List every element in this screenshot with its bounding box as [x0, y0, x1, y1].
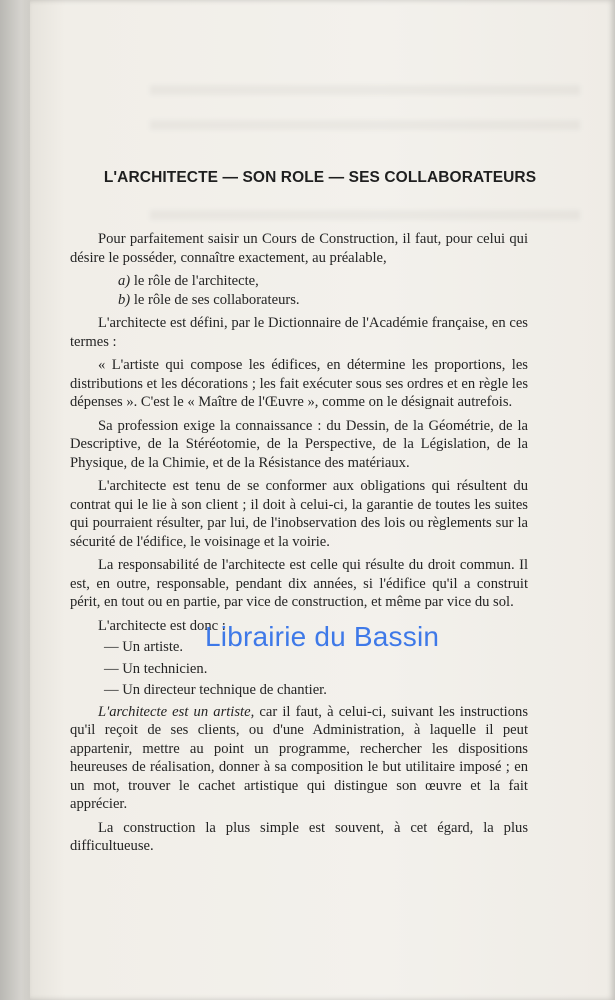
paragraph: L'architecte est défini, par le Dictionnaire de l'Académie française, en ces termes : [70, 315, 528, 350]
dash-item: — Un artiste. [104, 639, 184, 655]
list-item-b [70, 291, 528, 310]
show-through-text [150, 85, 580, 95]
paragraph-rest: car il faut, à celui-ci, suivant les instructions qu'il reçoit de ses clients, ou d'une Administration, à laquelle il peut appartenir, mettre au point un programme, rechercher les dispositions heureuses de réalisation, donner à sa composition le but utilitaire imposé ; en un mot, trouver le cachet artistique qui distingue son œuvre et la fait apprécier. [70, 703, 528, 812]
paragraph [70, 703, 528, 814]
seller-watermark: Librairie du Bassin [205, 621, 440, 652]
book-spine-shadow [0, 0, 30, 1000]
page-body-text [70, 230, 528, 861]
page-heading: L'ARCHITECTE — SON ROLE — SES COLLABORATEURS [103, 169, 537, 186]
show-through-text [150, 120, 580, 130]
list-text: le rôle de ses collaborateurs. [130, 291, 300, 308]
list-text: le rôle de l'architecte, [130, 273, 259, 289]
show-through-text [150, 210, 580, 220]
list-letter: b) [118, 291, 131, 308]
paragraph: Sa profession exige la connaissance : du Dessin, de la Géométrie, de la Descriptive, de la Stéréotomie, de la Perspective, de la Législation, de la Physique, de la Chimie, et de la Résistance des matériaux. [70, 417, 528, 471]
paragraph: Pour parfaitement saisir un Cours de Construction, il faut, pour celui qui désire le posséder, connaître exactement, au préalable, [70, 231, 528, 266]
list-item-a [70, 272, 528, 291]
paragraph: L'architecte est donc : [98, 617, 226, 634]
paragraph: L'architecte est tenu de se conformer aux obligations qui résultent du contrat qui le lie à son client ; il doit à celui-ci, la garantie de toutes les suites qui pourraient résulter, par lui, de l'inobservation des lois ou règlements sur la sécurité de l'édifice, le voisinage et la voirie. [70, 478, 528, 550]
dash-item: — Un directeur technique de chantier. [104, 682, 327, 698]
paragraph: La responsabilité de l'architecte est celle qui résulte du droit commun. Il est, en outre, responsable, pendant dix années, si l'édifice qu'il a construit périt, en tout ou en partie, par vice de construction, et même par vice du sol. [70, 557, 528, 610]
dash-item: — Un technicien. [104, 660, 208, 677]
paragraph: La construction la plus simple est souvent, à cet égard, la plus difficultueuse. [70, 819, 528, 854]
list-letter: a) [118, 273, 131, 289]
italic-phrase: L'architecte est un artiste, [98, 703, 255, 720]
paragraph-quote: « L'artiste qui compose les édifices, en détermine les proportions, les distributions et les décorations ; les fait exécuter sous ses ordres et en règle les dépenses ». C'est le « Maître de l'Œuvre », comme on le désignait autrefois. [70, 357, 528, 410]
